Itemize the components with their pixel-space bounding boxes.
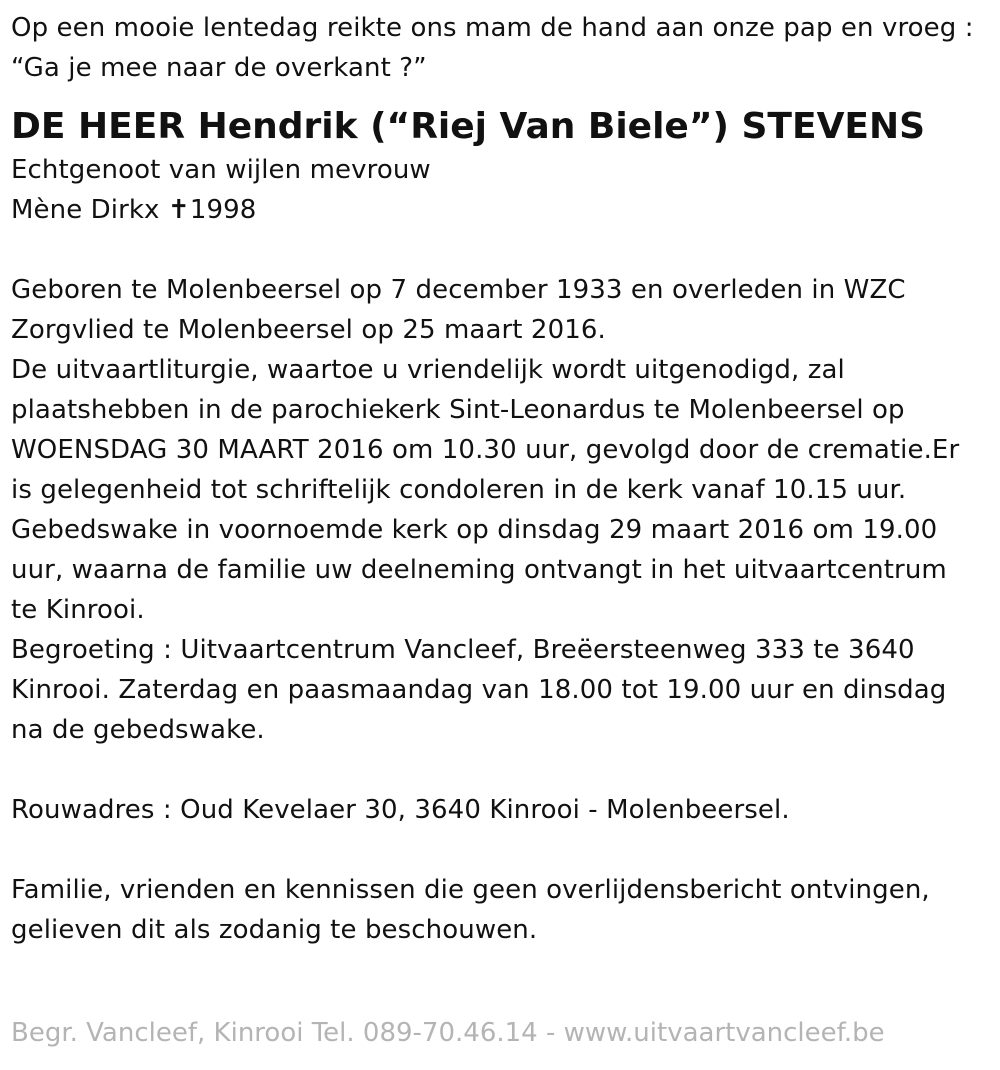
body-line: te Kinrooi. [11, 595, 145, 625]
cross-icon: ✝ [167, 195, 190, 225]
spouse-name: Mène Dirkx [11, 195, 168, 225]
body-line: Kinrooi. Zaterdag en paasmaandag van 18.00 tot 19.00 uur en dinsdag [11, 675, 947, 705]
notice-line-1: Familie, vrienden en kennissen die geen overlijdensbericht ontvingen, [11, 875, 930, 905]
body-line: na de gebedswake. [11, 715, 265, 745]
intro-line-2: “Ga je mee naar de overkant ?” [11, 53, 427, 83]
body-line: De uitvaartliturgie, waartoe u vriendelijk wordt uitgenodigd, zal [11, 355, 845, 385]
spacer [11, 750, 991, 790]
body-line: WOENSDAG 30 MAART 2016 om 10.30 uur, gevolgd door de crematie.Er [11, 435, 960, 465]
deceased-name: DE HEER Hendrik (“Riej Van Biele”) STEVENS [11, 106, 926, 147]
funeral-home-footer: Begr. Vancleef, Kinrooi Tel. 089-70.46.14 - www.uitvaartvancleef.be [11, 1018, 885, 1048]
mourning-address: Rouwadres : Oud Kevelaer 30, 3640 Kinrooi - Molenbeersel. [11, 795, 790, 825]
intro-quote [11, 8, 991, 88]
spouse-info [11, 150, 991, 230]
notice-line-2: gelieven dit als zodanig te beschouwen. [11, 915, 538, 945]
spacer [11, 830, 991, 870]
spouse-line-2 [11, 190, 991, 230]
spacer [11, 230, 991, 270]
body-line: Zorgvlied te Molenbeersel op 25 maart 2016. [11, 315, 606, 345]
obituary-body [11, 270, 991, 750]
body-line: Gebedswake in voornoemde kerk op dinsdag 29 maart 2016 om 19.00 [11, 515, 938, 545]
body-line: is gelegenheid tot schriftelijk condoleren in de kerk vanaf 10.15 uur. [11, 475, 907, 505]
spouse-death-year: 1998 [189, 195, 257, 225]
body-line: Begroeting : Uitvaartcentrum Vancleef, Breëersteenweg 333 te 3640 [11, 635, 915, 665]
obituary-notice [11, 8, 991, 950]
spouse-line-1: Echtgenoot van wijlen mevrouw [11, 155, 431, 185]
closing-notice [11, 870, 991, 950]
body-line: plaatshebben in de parochiekerk Sint-Leonardus te Molenbeersel op [11, 395, 905, 425]
body-line: Geboren te Molenbeersel op 7 december 1933 en overleden in WZC [11, 275, 906, 305]
body-line: uur, waarna de familie uw deelneming ontvangt in het uitvaartcentrum [11, 555, 947, 585]
intro-line-1: Op een mooie lentedag reikte ons mam de hand aan onze pap en vroeg : [11, 13, 974, 43]
